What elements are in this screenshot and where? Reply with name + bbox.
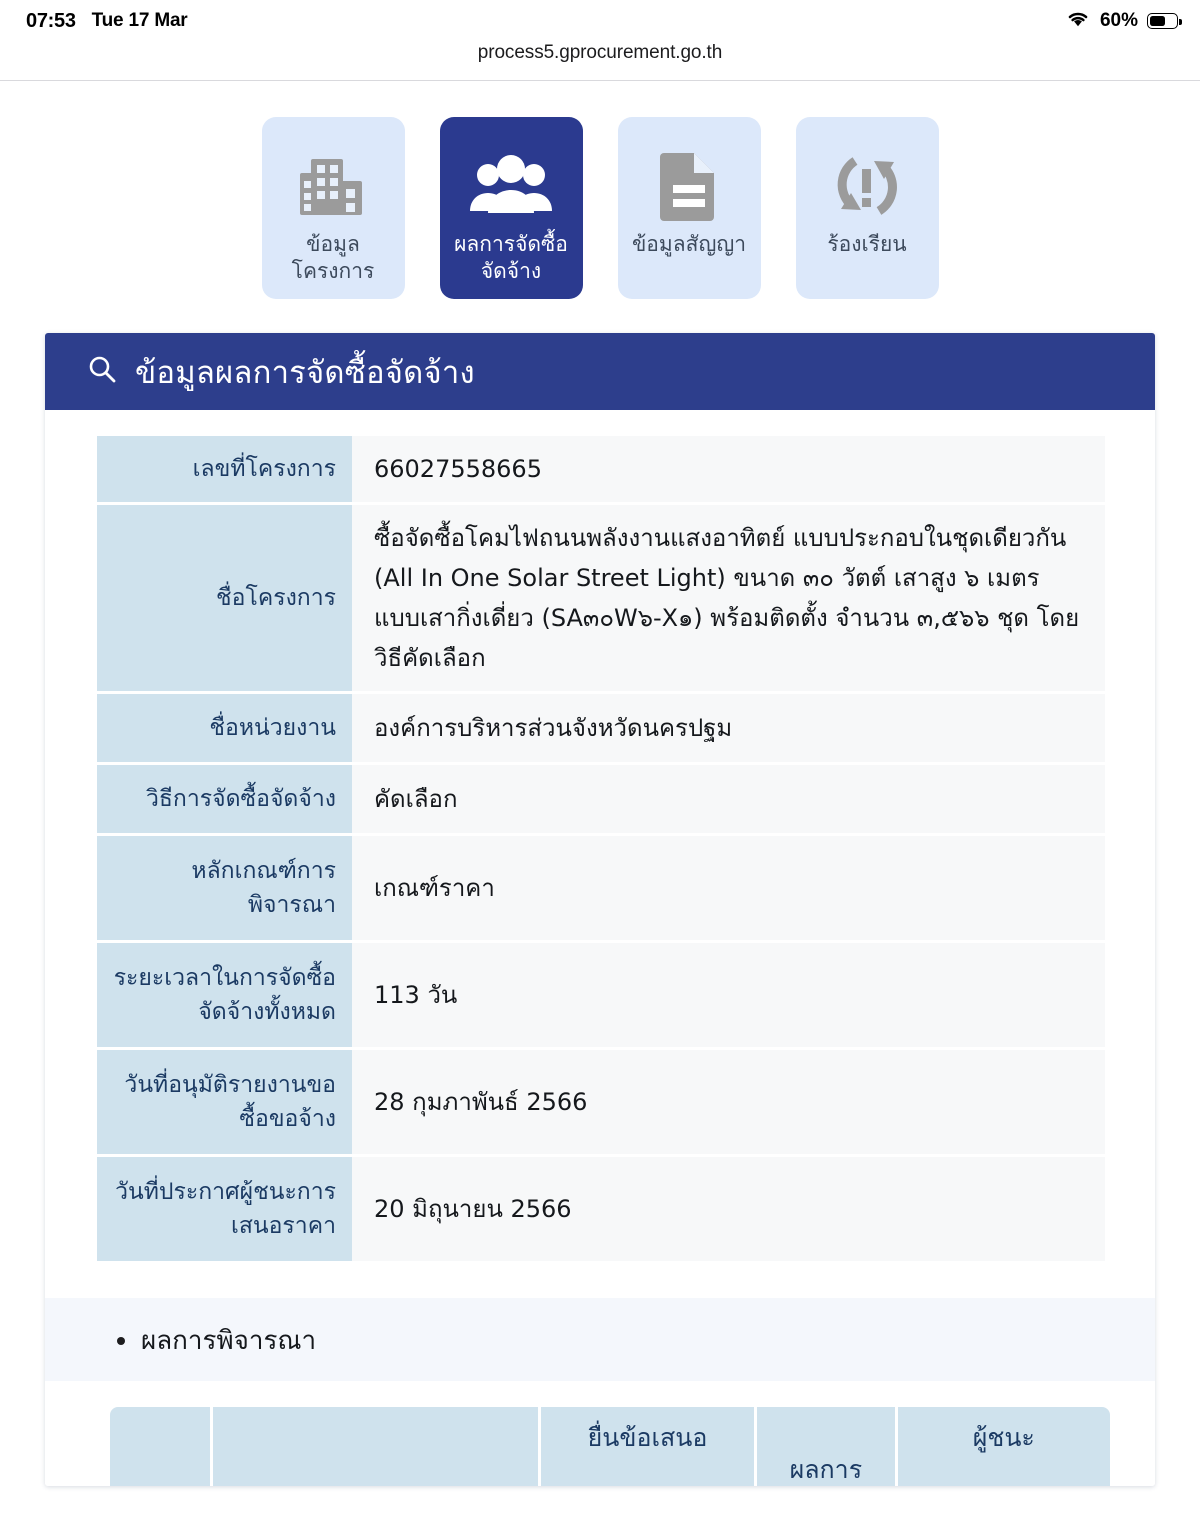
browser-url-bar[interactable] bbox=[0, 42, 1200, 80]
battery-fill bbox=[1150, 16, 1165, 27]
row-value: 66027558665 bbox=[352, 436, 1105, 502]
tab-label: ข้อมูลโครงการ bbox=[291, 232, 375, 283]
document-icon bbox=[658, 143, 720, 229]
table-row bbox=[97, 1157, 1105, 1261]
row-value: 20 มิถุนายน 2566 bbox=[352, 1157, 1105, 1261]
result-table bbox=[110, 1407, 1110, 1486]
row-value: 113 วัน bbox=[352, 943, 1105, 1047]
row-value: 28 กุมภาพันธ์ 2566 bbox=[352, 1050, 1105, 1154]
status-time: 07:53 bbox=[26, 9, 76, 32]
row-label: วันที่อนุมัติรายงานขอซื้อขอจ้าง bbox=[97, 1050, 352, 1154]
row-label: ระยะเวลาในการจัดซื้อจัดจ้างทั้งหมด bbox=[97, 943, 352, 1047]
table-row bbox=[97, 765, 1105, 833]
tab-label: ร้องเรียน bbox=[827, 232, 907, 256]
row-value: เกณฑ์ราคา bbox=[352, 836, 1105, 940]
status-bar-right bbox=[1065, 9, 1178, 33]
result-table-wrap bbox=[45, 1381, 1155, 1486]
status-date: Tue 17 Mar bbox=[91, 10, 188, 31]
row-label: ชื่อหน่วยงาน bbox=[97, 694, 352, 762]
people-group-icon bbox=[468, 143, 554, 229]
tab-project-info[interactable] bbox=[262, 117, 405, 299]
tab-procurement-result[interactable] bbox=[440, 117, 583, 299]
result-section-title: ผลการพิจารณา bbox=[141, 1326, 317, 1356]
battery-icon bbox=[1147, 13, 1178, 29]
row-value: องค์การบริหารส่วนจังหวัดนครปฐม bbox=[352, 694, 1105, 762]
row-value: ซื้อจัดซื้อโคมไฟถนนพลังงานแสงอาทิตย์ แบบประกอบในชุดเดียวกัน (All In One Solar Street Light) ขนาด ๓๐ วัตต์ เสาสูง ๖ เมตร แบบเสากิ่งเดี่ยว (SA๓๐W๖-X๑) พร้อมติดตั้ง จำนวน ๓,๕๖๖ ชุด โดยวิธีคัดเลือก bbox=[352, 505, 1105, 691]
tab-contract-info[interactable] bbox=[618, 117, 761, 299]
status-bar-left bbox=[26, 10, 188, 33]
tab-label: ผลการจัดซื้อจัดจ้าง bbox=[454, 232, 568, 283]
detail-table bbox=[45, 410, 1155, 1294]
tab-complaint[interactable] bbox=[796, 117, 939, 299]
table-row bbox=[97, 1050, 1105, 1154]
row-value: คัดเลือก bbox=[352, 765, 1105, 833]
url-text: process5.gprocurement.go.th bbox=[477, 42, 723, 63]
table-row bbox=[97, 436, 1105, 502]
table-row bbox=[97, 836, 1105, 940]
row-label: หลักเกณฑ์การพิจารณา bbox=[97, 836, 352, 940]
result-table-header-cell bbox=[110, 1407, 213, 1486]
category-tabs bbox=[0, 81, 1200, 299]
page-content bbox=[0, 81, 1200, 1518]
table-row bbox=[97, 694, 1105, 762]
tab-label: ข้อมูลสัญญา bbox=[631, 232, 747, 256]
building-icon bbox=[296, 143, 370, 229]
row-label: วันที่ประกาศผู้ชนะการเสนอราคา bbox=[97, 1157, 352, 1261]
result-section-band bbox=[45, 1298, 1155, 1381]
row-label: วิธีการจัดซื้อจัดจ้าง bbox=[97, 765, 352, 833]
card-header bbox=[45, 333, 1155, 410]
row-label: ชื่อโครงการ bbox=[97, 505, 352, 691]
table-row bbox=[97, 505, 1105, 691]
procurement-result-card bbox=[45, 333, 1155, 1486]
table-row bbox=[97, 943, 1105, 1047]
complaint-icon bbox=[829, 143, 905, 229]
result-table-header-cell: ยื่นข้อเสนอ bbox=[541, 1407, 757, 1486]
wifi-icon bbox=[1065, 9, 1091, 33]
battery-percent-label: 60% bbox=[1099, 10, 1138, 31]
result-table-header-cell: ผู้ชนะ bbox=[898, 1407, 1110, 1486]
status-bar bbox=[0, 0, 1200, 42]
result-section-heading bbox=[117, 1320, 1155, 1361]
row-label: เลขที่โครงการ bbox=[97, 436, 352, 502]
card-title: ข้อมูลผลการจัดซื้อจัดจ้าง bbox=[135, 354, 475, 391]
result-table-header-cell bbox=[213, 1407, 541, 1486]
result-table-header-cell: ผลการ bbox=[757, 1407, 897, 1486]
search-icon bbox=[87, 354, 117, 389]
bullet-icon bbox=[117, 1337, 125, 1345]
